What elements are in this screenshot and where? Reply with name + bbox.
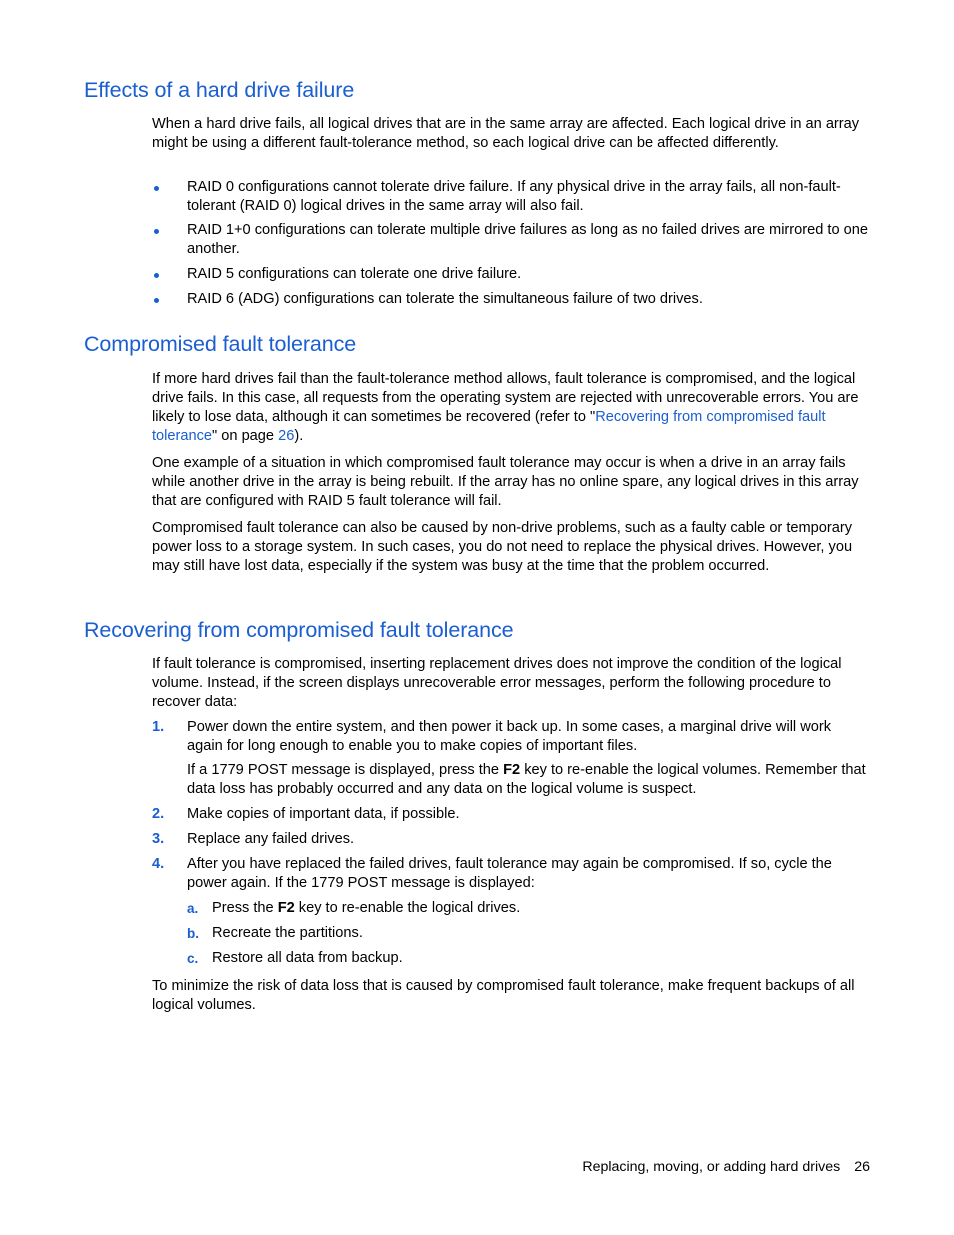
step-number: 1. bbox=[152, 719, 165, 735]
step-number: 2. bbox=[152, 806, 165, 822]
substep-text-part: Press the bbox=[212, 900, 278, 916]
substep-text: Restore all data from backup. bbox=[212, 950, 403, 966]
step-number: 4. bbox=[152, 856, 165, 872]
paragraph-text: ). bbox=[294, 428, 304, 444]
recovering-intro-paragraph: If fault tolerance is compromised, inserting replacement drives does not improve the condition of the logical volume. Instead, if the screen displays unrecoverable error messages, perform the following procedure to recover data: bbox=[152, 656, 842, 710]
cross-reference-link[interactable]: Recovering from compromised fault tolerance bbox=[152, 409, 826, 444]
paragraph-text: " on page bbox=[212, 428, 279, 444]
step-text: After you have replaced the failed drives, fault tolerance may again be compromised. If so, cycle the power again. If the 1779 POST message is displayed: bbox=[187, 856, 832, 891]
heading-compromised-fault-tolerance: Compromised fault tolerance bbox=[84, 332, 357, 356]
recovering-outro-paragraph: To minimize the risk of data loss that is caused by compromised fault tolerance, make frequent backups of all logical volumes. bbox=[152, 978, 855, 1013]
bullet-icon bbox=[154, 273, 159, 278]
substep-letter: c. bbox=[187, 951, 199, 966]
bullet-text: RAID 1+0 configurations can tolerate multiple drive failures as long as no failed drives are mirrored to one another. bbox=[187, 222, 868, 257]
note-text: If a 1779 POST message is displayed, press the bbox=[187, 762, 504, 778]
compromised-paragraph-3: Compromised fault tolerance can also be caused by non-drive problems, such as a faulty cable or temporary power loss to a storage system. In such cases, you do not need to replace the physical drives. However, you may still have lost data, especially if the system was busy at the time that the problem occurred. bbox=[152, 520, 853, 574]
bullet-text: RAID 5 configurations can tolerate one drive failure. bbox=[187, 266, 522, 282]
bullet-icon bbox=[154, 229, 159, 234]
footer-page-number: 26 bbox=[854, 1159, 870, 1175]
compromised-paragraph-1 bbox=[152, 370, 870, 446]
step-text: Power down the entire system, and then power it back up. In some cases, a marginal drive will work again for long enough to enable you to make copies of important files. bbox=[187, 719, 832, 754]
step-number: 3. bbox=[152, 831, 165, 847]
step-text: Make copies of important data, if possible. bbox=[187, 806, 460, 822]
key-name: F2 bbox=[503, 762, 521, 778]
footer-chapter-title: Replacing, moving, or adding hard drives bbox=[582, 1159, 841, 1175]
step-text: Replace any failed drives. bbox=[187, 831, 355, 847]
step-1-note bbox=[187, 761, 870, 799]
page-footer bbox=[582, 1158, 870, 1177]
bullet-icon bbox=[154, 298, 159, 303]
bullet-icon bbox=[154, 186, 159, 191]
substep-letter: b. bbox=[187, 926, 199, 941]
substep-text: Recreate the partitions. bbox=[212, 925, 363, 941]
substep-text bbox=[212, 899, 870, 918]
bullet-text: RAID 6 (ADG) configurations can tolerate the simultaneous failure of two drives. bbox=[187, 291, 703, 307]
page-number-link[interactable]: 26 bbox=[278, 428, 295, 444]
compromised-paragraph-2: One example of a situation in which compromised fault tolerance may occur is when a drive in an array fails while another drive in the array is being rebuilt. If the array has no online spare, any logical drives in this array that are configured with RAID 5 fault tolerance will fail. bbox=[152, 455, 859, 509]
heading-effects-of-drive-failure: Effects of a hard drive failure bbox=[84, 78, 355, 102]
substep-letter: a. bbox=[187, 901, 199, 916]
heading-recovering: Recovering from compromised fault tolerance bbox=[84, 618, 514, 642]
key-name: F2 bbox=[277, 900, 295, 916]
effects-intro-paragraph: When a hard drive fails, all logical drives that are in the same array are affected. Each logical drive in an array might be using a different fault-tolerance method, so each logical drive can be affected differently. bbox=[152, 116, 860, 151]
bullet-text: RAID 0 configurations cannot tolerate drive failure. If any physical drive in the array fails, all non-fault-tolerant (RAID 0) logical drives in the same array will also fail. bbox=[187, 179, 841, 214]
paragraph-text: If more hard drives fail than the fault-tolerance method allows, fault tolerance is compromised, and the logical drive fails. In this case, all requests from the operating system are rejected with unrecoverable errors. You are likely to lose data, although it can sometimes be recovered (refer to " bbox=[152, 371, 859, 425]
substep-text-part: key to re-enable the logical drives. bbox=[294, 900, 521, 916]
note-text: key to re-enable the logical volumes. Remember that data loss has probably occurred and any data on the logical volume is suspect. bbox=[187, 762, 866, 797]
